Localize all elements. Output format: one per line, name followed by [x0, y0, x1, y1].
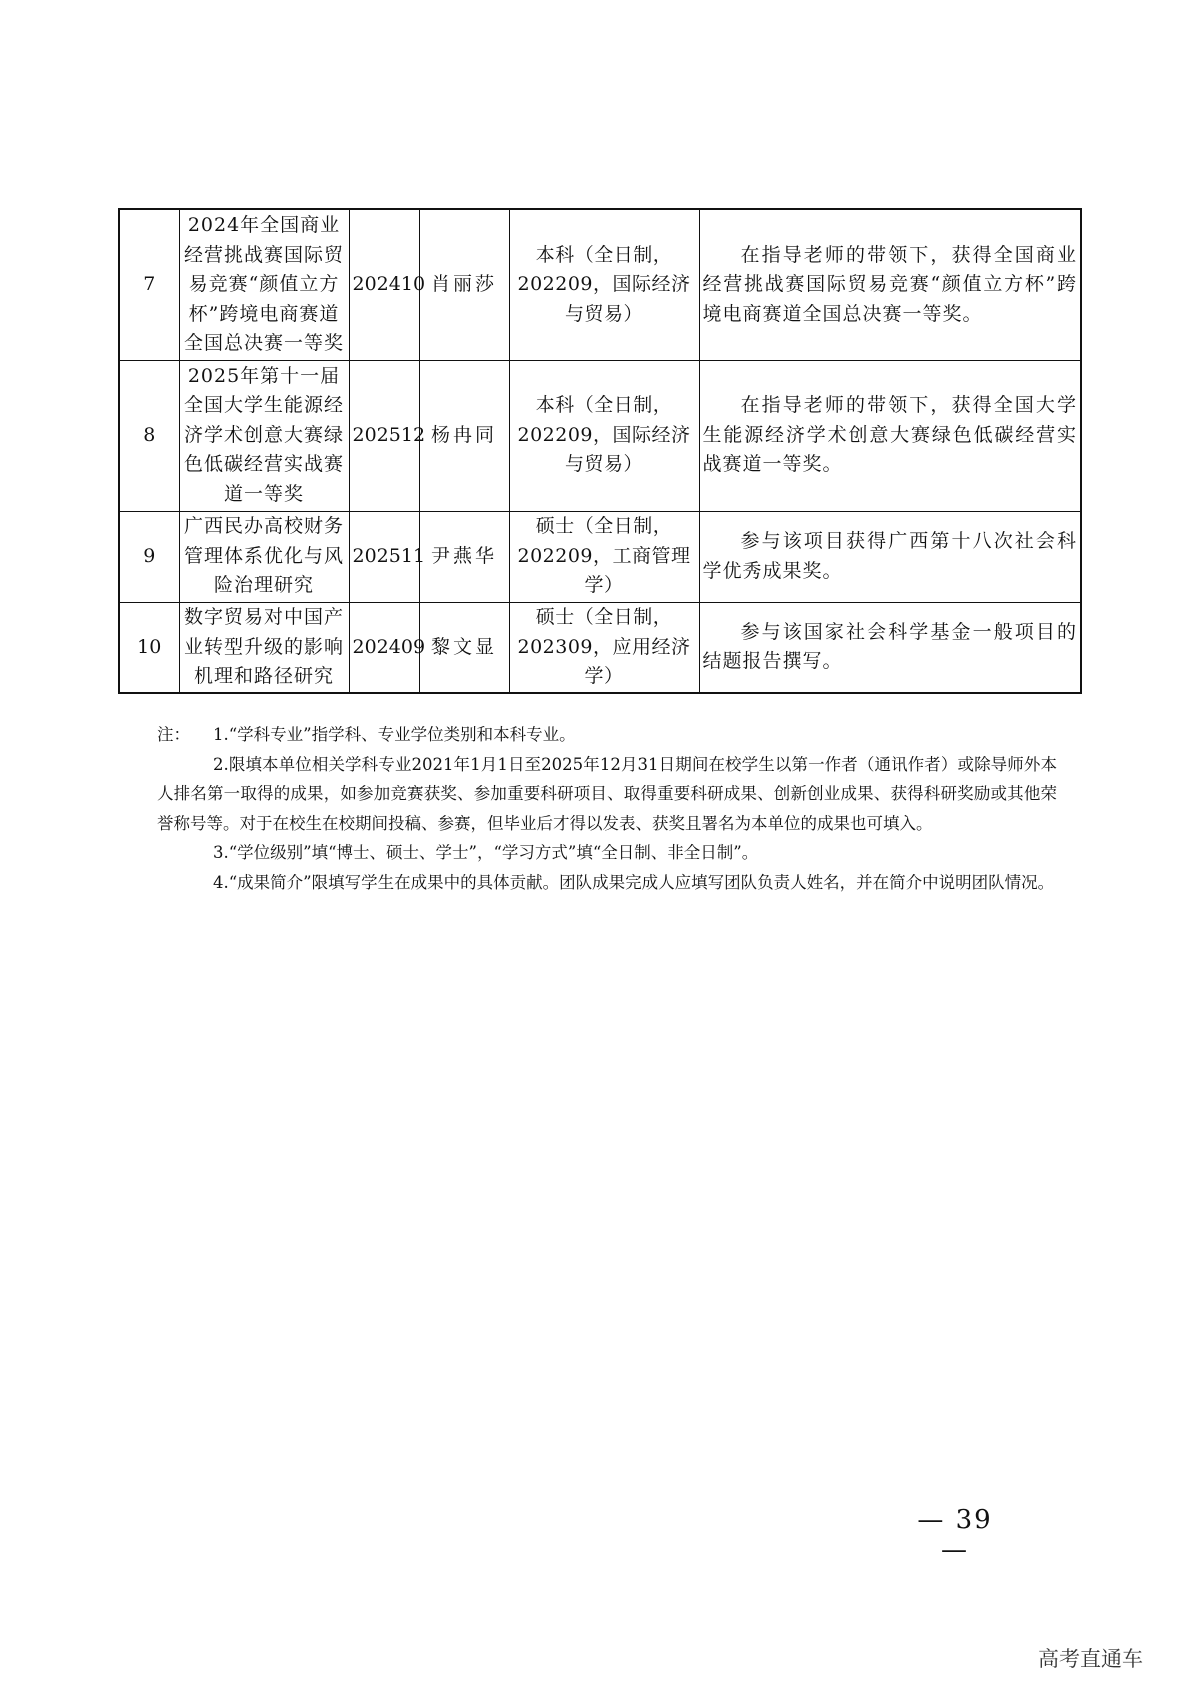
achievement-title: 数字贸易对中国产业转型升级的影响机理和路径研究 [179, 602, 349, 693]
description-text: 参与该项目获得广西第十八次社会科学优秀成果奖。 [702, 530, 1077, 582]
table-row [119, 360, 1081, 511]
achievement-date: 202410 [349, 209, 419, 360]
description-text: 在指导老师的带领下，获得全国大学生能源经济学术创意大赛绿色低碳经营实战赛道一等奖。 [702, 394, 1077, 476]
note-item-4: 4.“成果简介”限填写学生在成果中的具体贡献。团队成果完成人应填写团队负责人姓名，并在简介中说明团队情况。 [213, 872, 1055, 892]
student-name: 尹燕华 [419, 511, 509, 602]
description-text: 参与该国家社会科学基金一般项目的结题报告撰写。 [702, 620, 1077, 673]
note-item-3: 3.“学位级别”填“博士、硕士、学士”，“学习方式”填“全日制、非全日制”。 [213, 843, 759, 862]
achievement-date: 202512 [349, 360, 419, 511]
student-name: 杨冉同 [419, 360, 509, 511]
achievement-date: 202511 [349, 511, 419, 602]
achievement-description [699, 602, 1081, 693]
note-item-2: 2.限填本单位相关学科专业2021年1月1日至2025年12月31日期间在校学生以第一作者（通讯作者）或除导师外本人排名第一取得的成果，如参加竞赛获奖、参加重要科研项目、取得重要科研成果、创新创业成果、获得科研奖励或其他荣誉称号等。对于在校生在校期间投稿、参赛，但毕业后才得以发表、获奖且署名为本单位的成果也可填入。 [157, 754, 1057, 833]
row-index: 8 [119, 360, 179, 511]
row-index: 7 [119, 209, 179, 360]
student-name: 肖丽莎 [419, 209, 509, 360]
table-row [119, 511, 1081, 602]
notes-body [157, 750, 1057, 898]
degree-info: 本科（全日制，202209，国际经济与贸易） [509, 209, 699, 360]
results-table [118, 208, 1082, 694]
achievement-description [699, 209, 1081, 360]
degree-info: 硕士（全日制，202209，工商管理学） [509, 511, 699, 602]
achievement-description [699, 511, 1081, 602]
page-number: — 39 — [917, 1505, 993, 1565]
achievement-title: 广西民办高校财务管理体系优化与风险治理研究 [179, 511, 349, 602]
table-row [119, 209, 1081, 360]
row-index: 10 [119, 602, 179, 693]
student-name: 黎文显 [419, 602, 509, 693]
table-row [119, 602, 1081, 693]
notes-label: 注： [157, 725, 190, 744]
row-index: 9 [119, 511, 179, 602]
achievement-title: 2025年第十一届全国大学生能源经济学术创意大赛绿色低碳经营实战赛道一等奖 [179, 360, 349, 511]
note-item-1: 1.“学科专业”指学科、专业学位类别和本科专业。 [213, 725, 576, 744]
achievement-date: 202409 [349, 602, 419, 693]
degree-info: 硕士（全日制，202309，应用经济学） [509, 602, 699, 693]
degree-info: 本科（全日制，202209，国际经济与贸易） [509, 360, 699, 511]
description-text: 在指导老师的带领下，获得全国商业经营挑战赛国际贸易竞赛“颜值立方杯”跨境电商赛道全国总决赛一等奖。 [702, 243, 1077, 325]
watermark-text: 高考直通车 [1038, 1647, 1143, 1671]
achievement-description [699, 360, 1081, 511]
achievement-title: 2024年全国商业经营挑战赛国际贸易竞赛“颜值立方杯”跨境电商赛道全国总决赛一等奖 [179, 209, 349, 360]
